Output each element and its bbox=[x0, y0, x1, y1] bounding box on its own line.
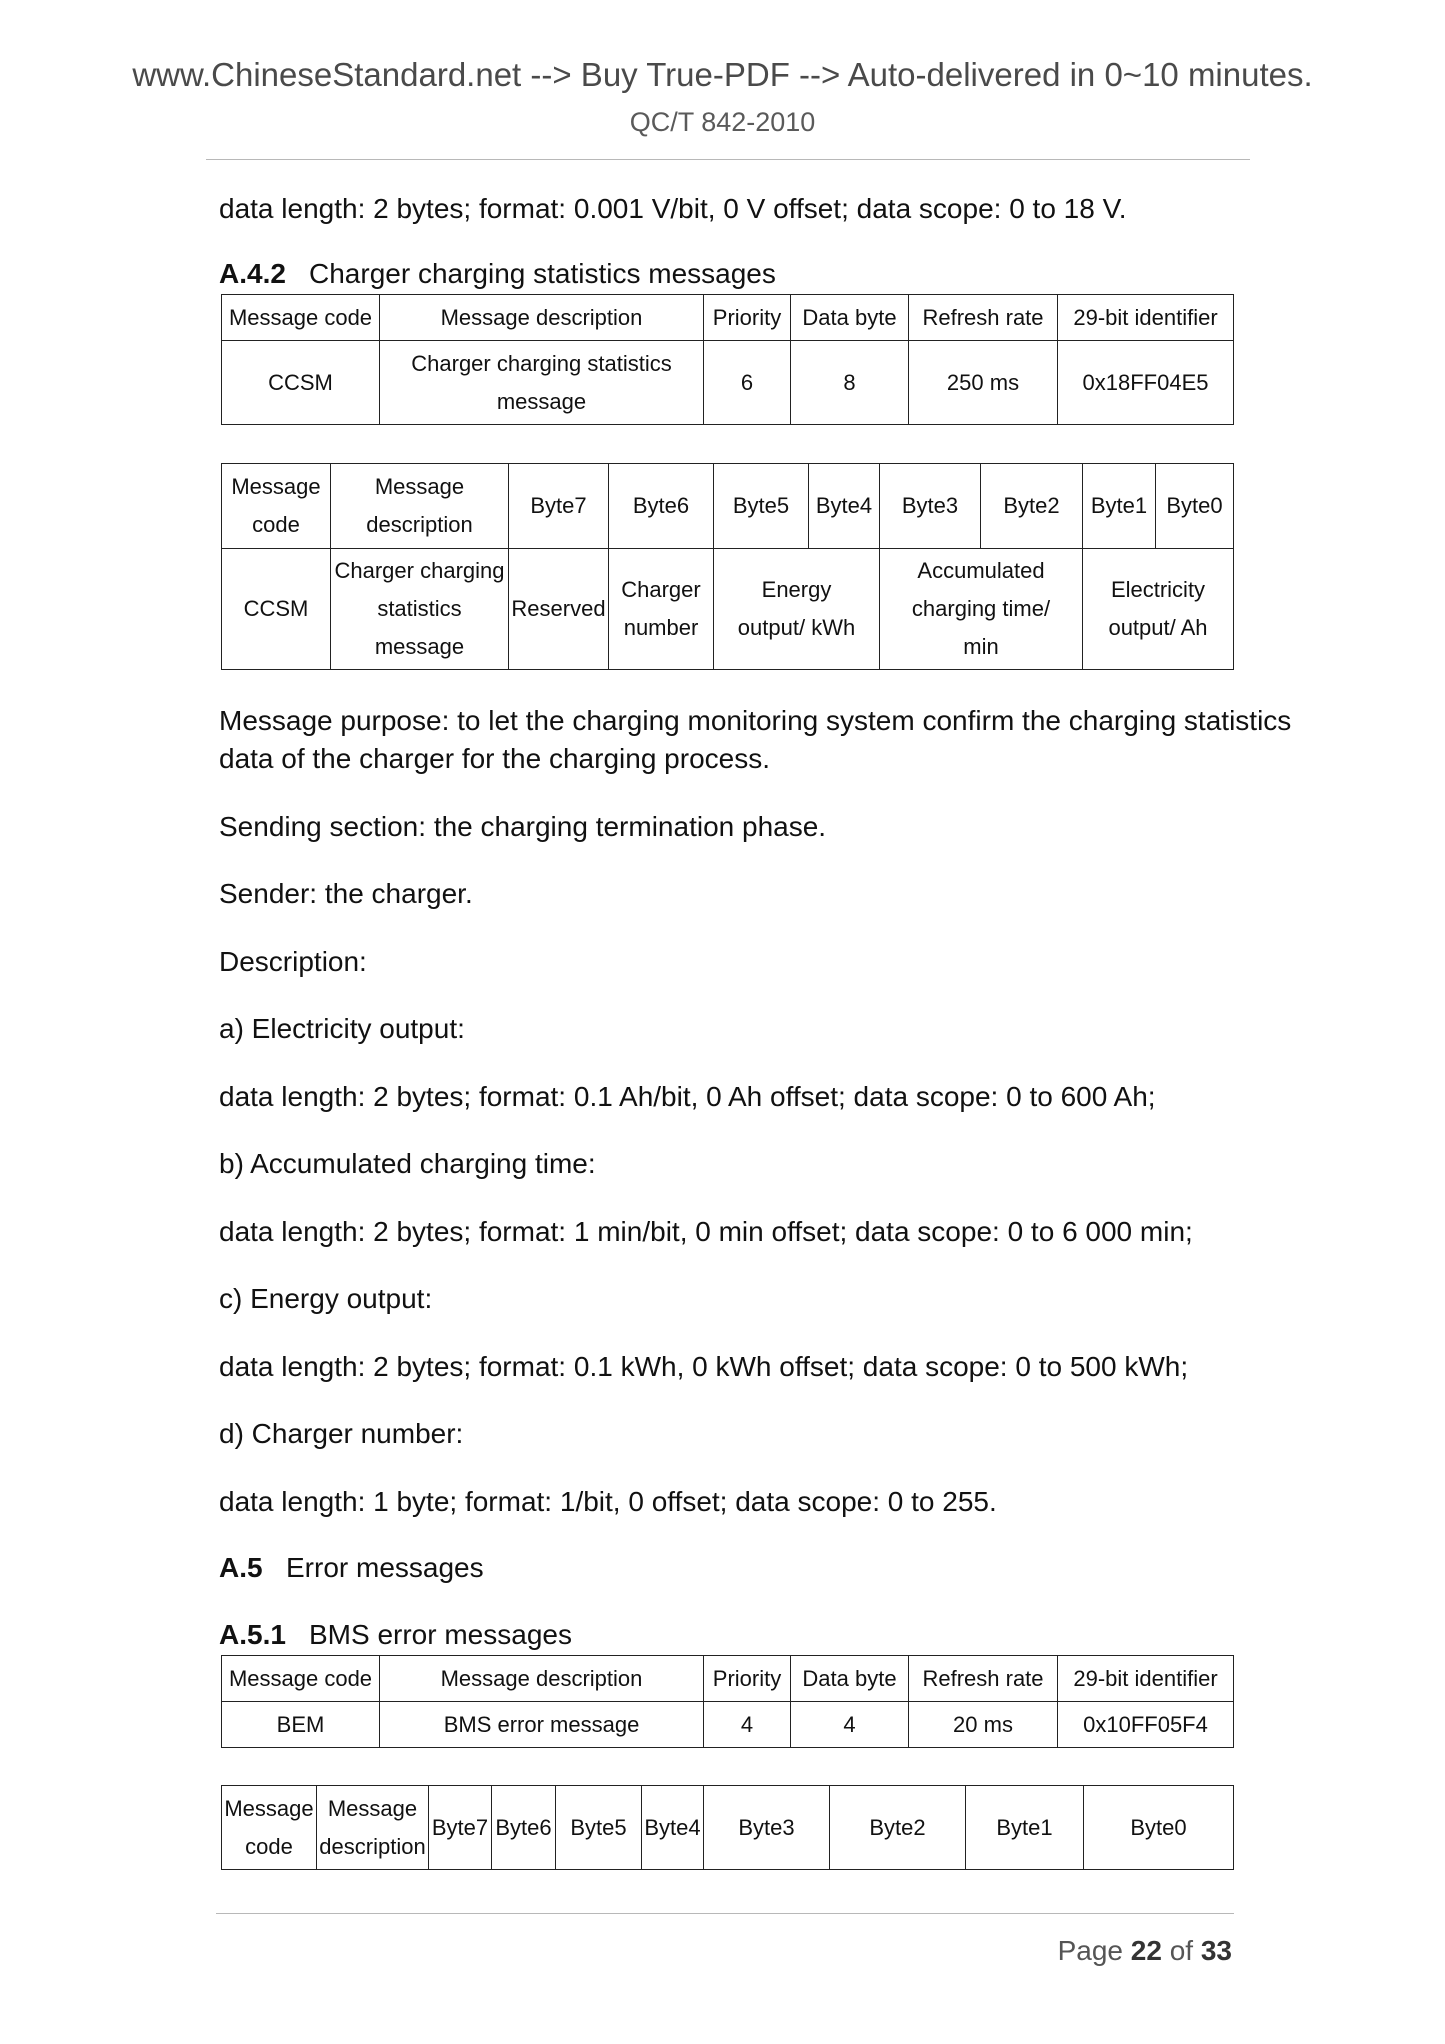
table-header-row bbox=[222, 295, 1234, 341]
page-number bbox=[1058, 1935, 1232, 1967]
desc-line: statistics bbox=[377, 596, 462, 621]
table-byte-layout-bem bbox=[221, 1785, 1234, 1870]
header-cell: Priority bbox=[704, 295, 791, 341]
cell-data-byte: 8 bbox=[791, 341, 909, 425]
section-title: BMS error messages bbox=[309, 1619, 572, 1650]
current-page: 22 bbox=[1130, 1935, 1162, 1966]
footer-divider bbox=[216, 1913, 1234, 1914]
cell-line: Energy bbox=[761, 577, 832, 602]
header-cell-byte7: Byte7 bbox=[429, 1786, 492, 1870]
site-banner: www.ChineseStandard.net --> Buy True-PDF --> Auto-delivered in 0~10 minutes. bbox=[132, 56, 1313, 93]
header-cell-byte6: Byte6 bbox=[609, 464, 714, 549]
header-cell-byte2: Byte2 bbox=[981, 464, 1083, 549]
item-d-data: data length: 1 byte; format: 1/bit, 0 offset; data scope: 0 to 255. bbox=[219, 1486, 997, 1517]
header-cell-message-description bbox=[331, 464, 509, 549]
header-cell: 29-bit identifier bbox=[1058, 1656, 1234, 1702]
header-cell: 29-bit identifier bbox=[1058, 295, 1234, 341]
intro-paragraph: data length: 2 bytes; format: 0.001 V/bit, 0 V offset; data scope: 0 to 18 V. bbox=[219, 193, 1127, 224]
table-header-row bbox=[222, 1656, 1234, 1702]
header-cell-byte7: Byte7 bbox=[509, 464, 609, 549]
purpose-paragraph-line1: Message purpose: to let the charging monitoring system confirm the charging statistics bbox=[219, 705, 1292, 736]
cell-priority: 4 bbox=[704, 1702, 791, 1748]
header-line: Message bbox=[327, 1795, 418, 1821]
header-cell-byte4: Byte4 bbox=[642, 1786, 704, 1870]
cell-message-code: CCSM bbox=[222, 341, 380, 425]
item-a-label: a) Electricity output: bbox=[219, 1013, 465, 1044]
cell-message-description: BMS error message bbox=[380, 1702, 704, 1748]
header-cell: Data byte bbox=[791, 1656, 909, 1702]
header-cell-byte6: Byte6 bbox=[492, 1786, 556, 1870]
cell-data-byte: 4 bbox=[791, 1702, 909, 1748]
cell-electricity-output bbox=[1083, 549, 1234, 670]
header-cell: Refresh rate bbox=[909, 1656, 1058, 1702]
sending-section-paragraph: Sending section: the charging termination phase. bbox=[219, 811, 827, 842]
cell-message-code: BEM bbox=[222, 1702, 380, 1748]
item-b-label: b) Accumulated charging time: bbox=[219, 1148, 596, 1179]
header-line: code bbox=[252, 512, 300, 537]
table-row bbox=[222, 341, 1234, 425]
header-cell-message-code bbox=[222, 1786, 317, 1870]
cell-line: output/ Ah bbox=[1108, 615, 1208, 640]
header-cell-byte5: Byte5 bbox=[714, 464, 809, 549]
cell-line: charging time/ bbox=[911, 596, 1051, 621]
cell-energy-output bbox=[714, 549, 880, 670]
table-row bbox=[222, 1702, 1234, 1748]
header-cell-byte2: Byte2 bbox=[830, 1786, 966, 1870]
header-divider bbox=[206, 159, 1250, 160]
section-number: A.4.2 bbox=[219, 258, 286, 289]
cell-accumulated-charging-time bbox=[880, 549, 1083, 670]
header-cell-message-description bbox=[317, 1786, 429, 1870]
cell-message-description bbox=[331, 549, 509, 670]
item-a-data: data length: 2 bytes; format: 0.1 Ah/bit, 0 Ah offset; data scope: 0 to 600 Ah; bbox=[219, 1081, 1156, 1112]
cell-line: output/ kWh bbox=[737, 615, 856, 640]
cell-reserved: Reserved bbox=[509, 549, 609, 670]
cell-line: Accumulated bbox=[917, 558, 1045, 583]
cell-priority: 6 bbox=[704, 341, 791, 425]
section-heading-a51 bbox=[219, 1619, 572, 1651]
cell-message-code: CCSM bbox=[222, 549, 331, 670]
section-heading-a5 bbox=[219, 1552, 484, 1584]
header-cell-byte1: Byte1 bbox=[1083, 464, 1156, 549]
header-line: description bbox=[319, 1833, 426, 1859]
header-cell-byte3: Byte3 bbox=[704, 1786, 830, 1870]
header-cell-byte0: Byte0 bbox=[1156, 464, 1234, 549]
purpose-paragraph-line2: data of the charger for the charging process. bbox=[219, 743, 770, 774]
desc-line: Charger charging statistics bbox=[411, 350, 672, 376]
section-number: A.5.1 bbox=[219, 1619, 286, 1650]
table-header-row bbox=[222, 1786, 1234, 1870]
section-number: A.5 bbox=[219, 1552, 263, 1583]
header-cell-byte1: Byte1 bbox=[966, 1786, 1084, 1870]
section-title: Error messages bbox=[286, 1552, 484, 1583]
cell-line: number bbox=[623, 615, 699, 640]
item-c-label: c) Energy output: bbox=[219, 1283, 433, 1314]
cell-line: Charger bbox=[621, 577, 701, 602]
desc-line: message bbox=[496, 388, 587, 414]
header-line: Message bbox=[374, 474, 465, 499]
of-word: of bbox=[1169, 1935, 1194, 1966]
cell-line: min bbox=[963, 634, 999, 659]
cell-charger-number bbox=[609, 549, 714, 670]
header-cell-byte4: Byte4 bbox=[809, 464, 880, 549]
item-c-data: data length: 2 bytes; format: 0.1 kWh, 0 kWh offset; data scope: 0 to 500 kWh; bbox=[219, 1351, 1189, 1382]
header-line: Message bbox=[224, 1795, 314, 1821]
section-heading-a42 bbox=[219, 258, 776, 290]
header-cell-byte0: Byte0 bbox=[1084, 1786, 1234, 1870]
desc-line: Charger charging bbox=[334, 558, 505, 583]
header-cell: Message description bbox=[380, 295, 704, 341]
table-header-row bbox=[222, 464, 1234, 549]
table-message-spec-bem bbox=[221, 1655, 1234, 1748]
cell-line: Electricity bbox=[1110, 577, 1206, 602]
section-title: Charger charging statistics messages bbox=[309, 258, 776, 289]
header-cell: Message code bbox=[222, 295, 380, 341]
header-cell-byte3: Byte3 bbox=[880, 464, 981, 549]
page-word: Page bbox=[1057, 1935, 1123, 1966]
header-cell: Refresh rate bbox=[909, 295, 1058, 341]
header-cell-byte5: Byte5 bbox=[556, 1786, 642, 1870]
item-d-label: d) Charger number: bbox=[219, 1418, 464, 1449]
cell-refresh-rate: 20 ms bbox=[909, 1702, 1058, 1748]
header-cell: Priority bbox=[704, 1656, 791, 1702]
description-label: Description: bbox=[219, 946, 367, 977]
table-byte-layout-ccsm bbox=[221, 463, 1234, 670]
table-message-spec-ccsm bbox=[221, 294, 1234, 425]
standard-number: QC/T 842-2010 bbox=[629, 107, 816, 137]
sender-paragraph: Sender: the charger. bbox=[219, 878, 473, 909]
cell-refresh-rate: 250 ms bbox=[909, 341, 1058, 425]
header-line: description bbox=[366, 512, 473, 537]
desc-line: message bbox=[374, 634, 465, 659]
cell-identifier: 0x10FF05F4 bbox=[1058, 1702, 1234, 1748]
cell-message-description bbox=[380, 341, 704, 425]
total-pages: 33 bbox=[1200, 1935, 1232, 1966]
header-cell: Message code bbox=[222, 1656, 380, 1702]
item-b-data: data length: 2 bytes; format: 1 min/bit, 0 min offset; data scope: 0 to 6 000 min; bbox=[219, 1216, 1193, 1247]
header-line: Message bbox=[231, 474, 321, 499]
header-cell-message-code bbox=[222, 464, 331, 549]
header-cell: Message description bbox=[380, 1656, 704, 1702]
header-line: code bbox=[245, 1833, 293, 1859]
table-row bbox=[222, 549, 1234, 670]
header-cell: Data byte bbox=[791, 295, 909, 341]
cell-identifier: 0x18FF04E5 bbox=[1058, 341, 1234, 425]
